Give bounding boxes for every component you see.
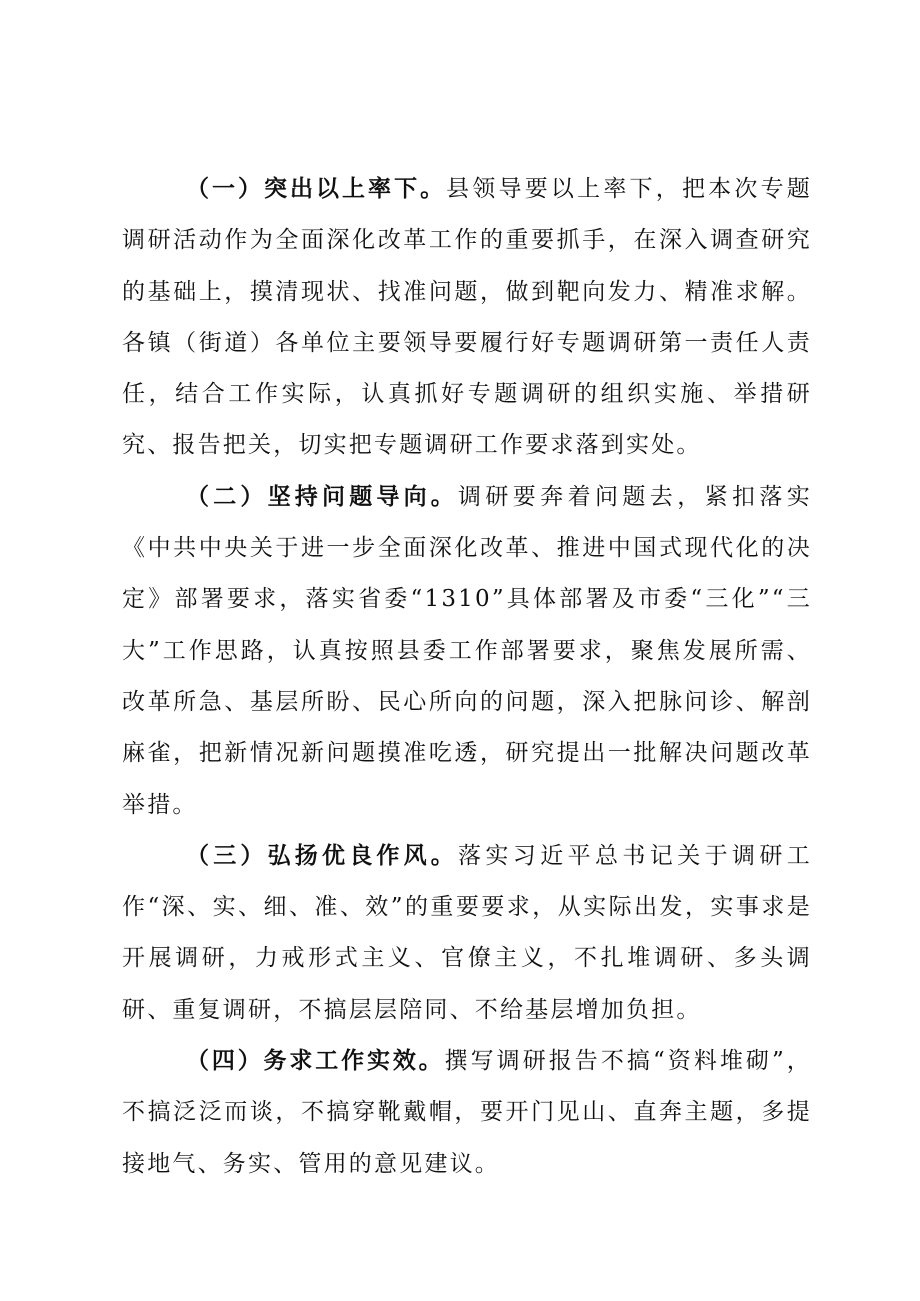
paragraph-2 [122,472,812,831]
paragraph-1 [122,164,812,472]
paragraph-3-text: 落实习近平总书记关于调研工作“深、实、细、准、效”的重要要求，从实际出发，实事求是开展调研，力戒形式主义、官僚主义，不扎堆调研、多头调研、重复调研，不搞层层陪同、不给基层增加负担。 [122,842,812,1023]
paragraph-1-text: 县领导要以上率下，把本次专题调研活动作为全面深化改革工作的重要抓手，在深入调查研究的基础上，摸清现状、找准问题，做到靶向发力、精准求解。各镇（街道）各单位主要领导要履行好专题调研第一责任人责任，结合工作实际，认真抓好专题调研的组织实施、举措研究、报告把关，切实把专题调研工作要求落到实处。 [122,176,812,459]
paragraph-4 [122,1036,812,1190]
paragraph-4-heading: （四）务求工作实效。 [186,1048,445,1075]
paragraph-1-heading: （一）突出以上率下。 [186,176,447,202]
document-body [122,164,812,1190]
paragraph-3 [122,831,812,1036]
paragraph-2-text: 调研要奔着问题去，紧扣落实《中共中央关于进一步全面深化改革、推进中国式现代化的决定》部署要求，落实省委“1310”具体部署及市委“三化”“三大”工作思路，认真按照县委工作部署要求，聚焦发展所需、改革所急、基层所盼、民心所向的问题，深入把脉问诊、解剖麻雀，把新情况新问题摸准吃透，研究提出一批解决问题改革举措。 [122,483,812,818]
paragraph-4-text: 撰写调研报告不搞“资料堆砌”，不搞泛泛而谈，不搞穿靴戴帽，要开门见山、直奔主题，多提接地气、务实、管用的意见建议。 [122,1048,812,1177]
paragraph-2-heading: （二）坚持问题导向。 [186,483,458,510]
paragraph-3-heading: （三）弘扬优良作风。 [186,842,458,869]
